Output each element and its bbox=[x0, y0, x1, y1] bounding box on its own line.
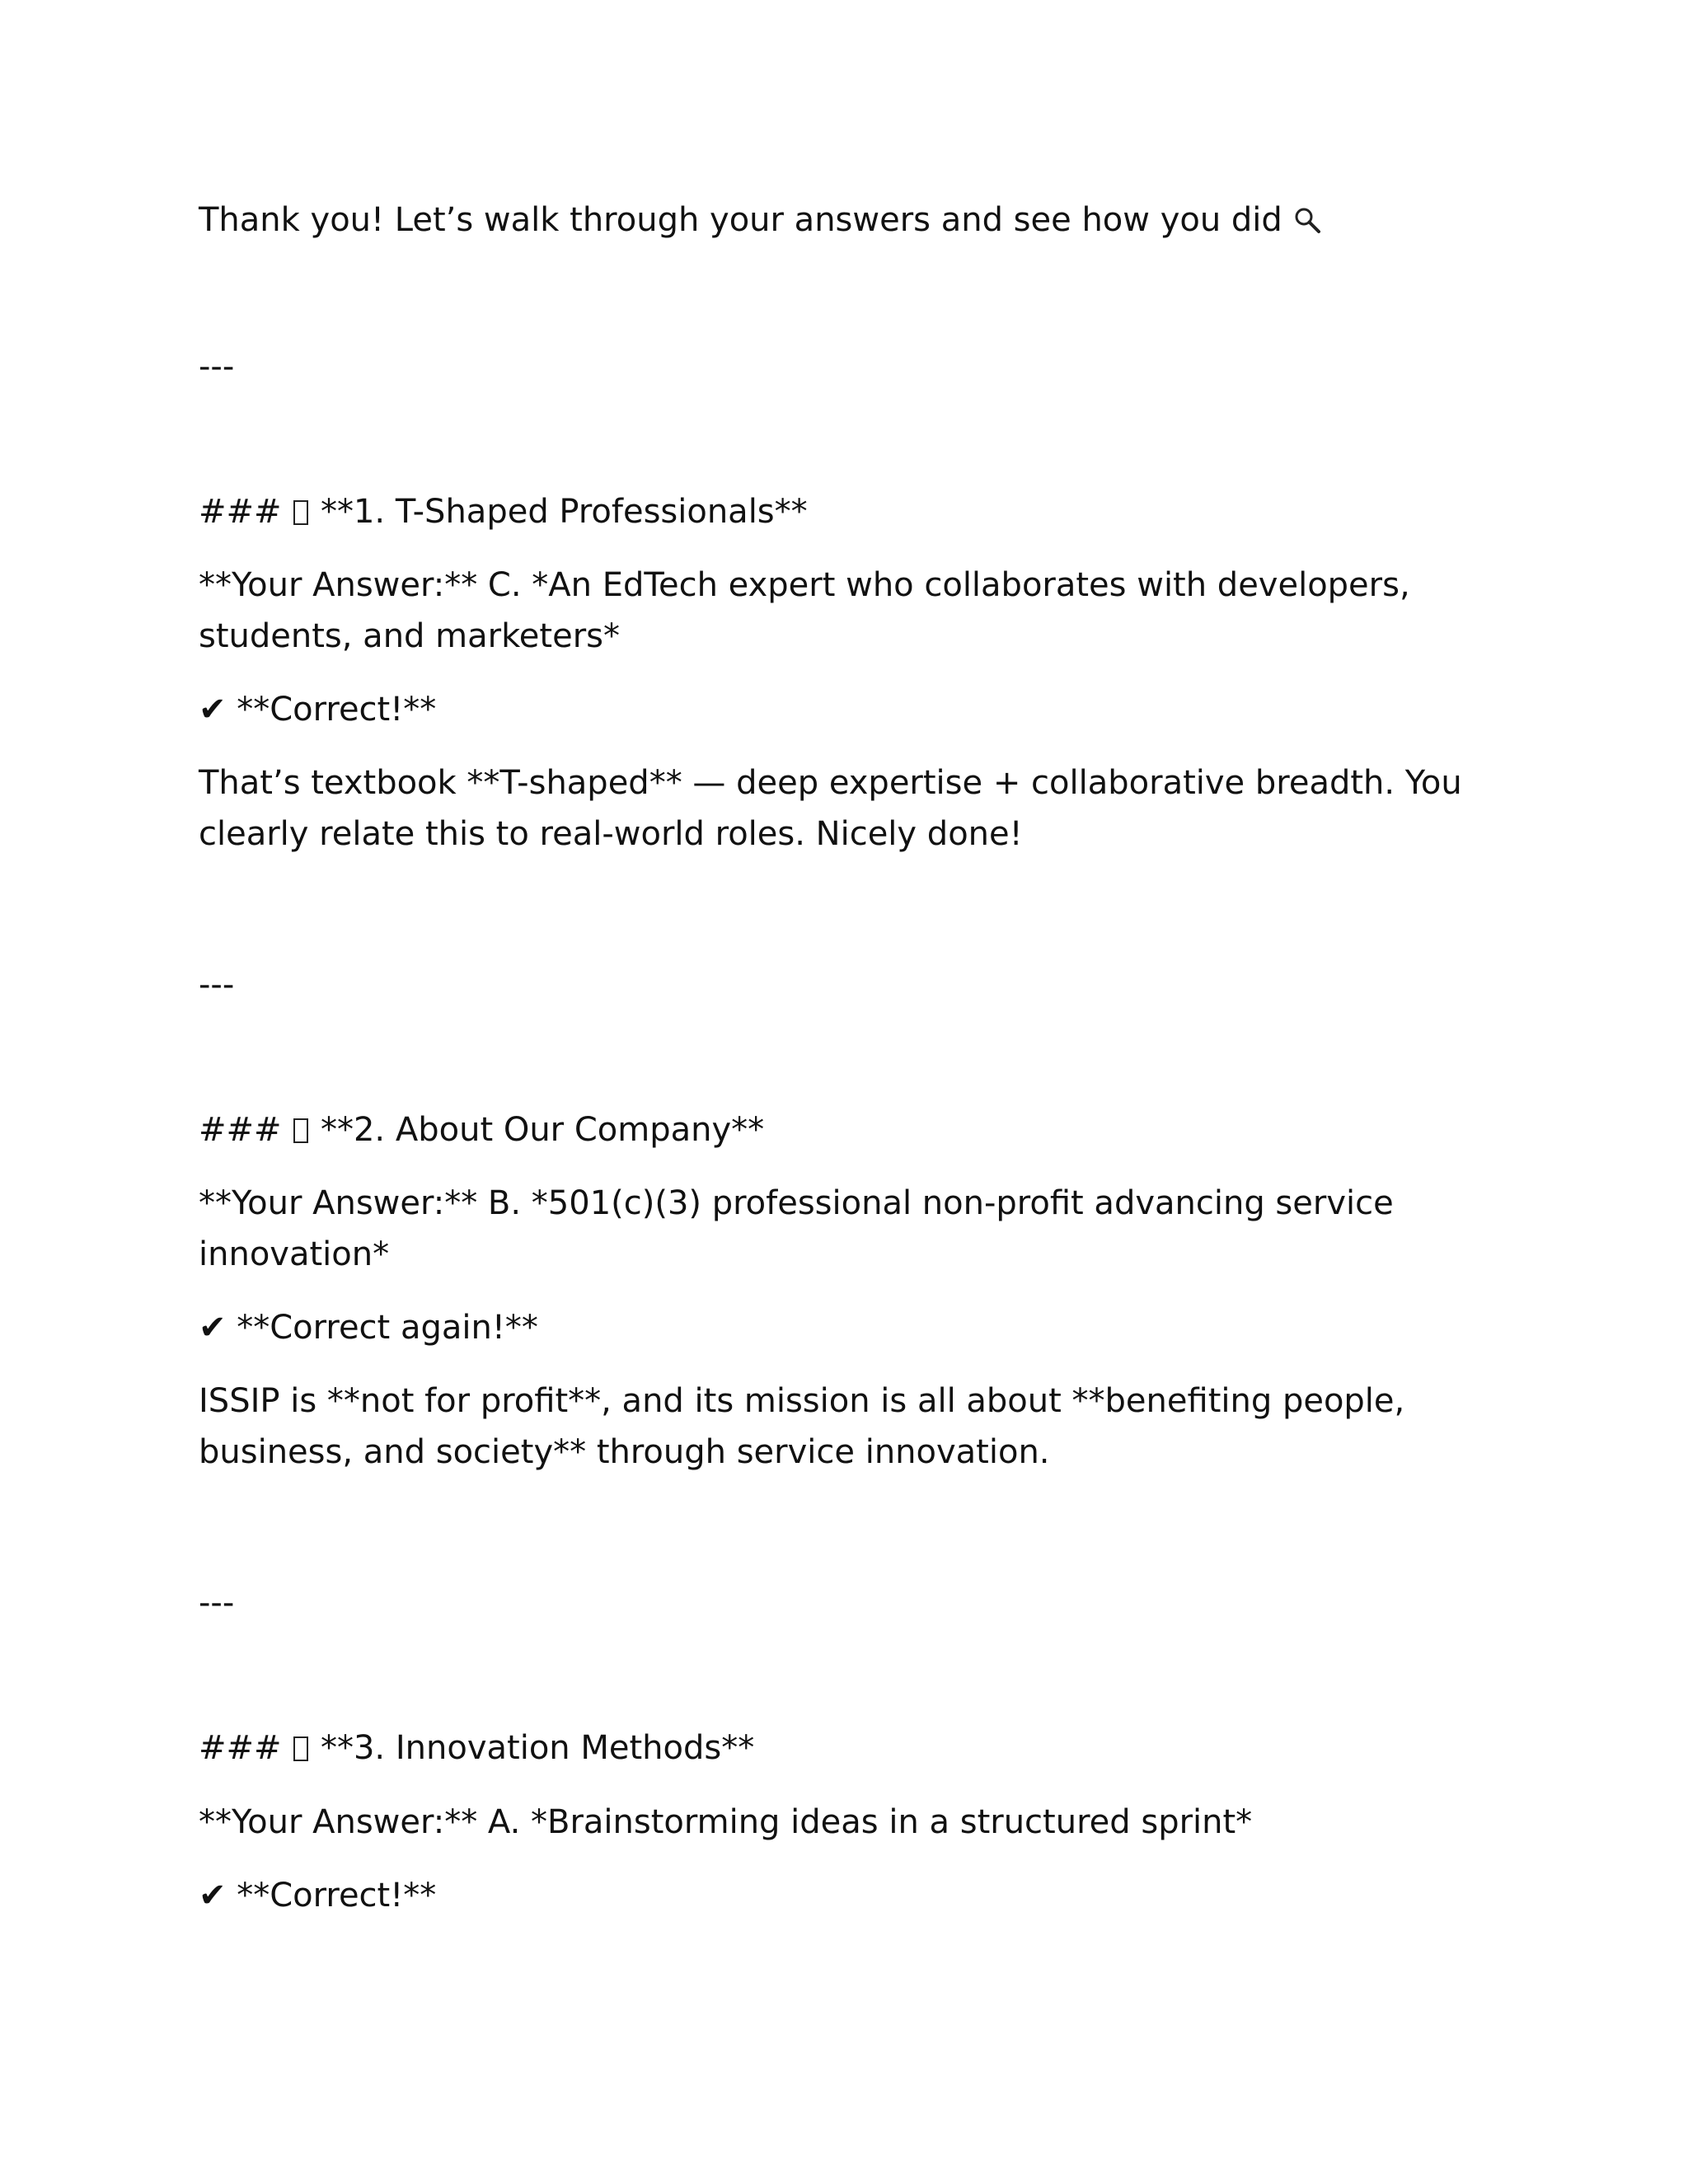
answer-paragraph bbox=[199, 560, 1484, 662]
heading-prefix: ### bbox=[199, 1729, 282, 1767]
explanation-line: That’s textbook **T-shaped** — deep expertise + collaborative breadth. You bbox=[199, 764, 1462, 802]
answer-line: **Your Answer:** A. *Brainstorming ideas in a structured sprint* bbox=[199, 1803, 1253, 1841]
missing-glyph-icon bbox=[293, 500, 308, 525]
heading-prefix: ### bbox=[199, 493, 282, 531]
separator: --- bbox=[199, 1584, 235, 1622]
verdict: ✔ **Correct!** bbox=[199, 691, 437, 729]
heading-prefix: ### bbox=[199, 1111, 282, 1149]
magnifier-icon bbox=[1293, 198, 1321, 226]
answer-line: **Your Answer:** B. *501(c)(3) professional non-profit advancing service bbox=[199, 1184, 1394, 1222]
answer-line: students, and marketers* bbox=[199, 617, 620, 655]
question-heading bbox=[199, 1104, 1484, 1155]
heading-text: **2. About Our Company** bbox=[320, 1111, 765, 1149]
question-heading bbox=[199, 486, 1484, 537]
verdict: ✔ **Correct!** bbox=[199, 1877, 437, 1915]
missing-glyph-icon bbox=[293, 1736, 308, 1761]
answer-line: **Your Answer:** C. *An EdTech expert who collaborates with developers, bbox=[199, 566, 1410, 604]
missing-glyph-icon bbox=[293, 1118, 308, 1143]
heading-text: **1. T-Shaped Professionals** bbox=[320, 493, 808, 531]
verdict: ✔ **Correct again!** bbox=[199, 1309, 538, 1347]
explanation-line: ISSIP is **not for profit**, and its mission is all about **benefiting people, bbox=[199, 1382, 1405, 1420]
intro-line bbox=[199, 194, 1484, 246]
intro-text: Thank you! Let’s walk through your answers and see how you did bbox=[199, 201, 1282, 239]
question-heading bbox=[199, 1722, 1484, 1774]
separator: --- bbox=[199, 966, 235, 1004]
explanation-paragraph bbox=[199, 757, 1484, 860]
answer-paragraph bbox=[199, 1178, 1484, 1280]
explanation-paragraph bbox=[199, 1376, 1484, 1478]
explanation-line: clearly relate this to real-world roles. Nicely done! bbox=[199, 815, 1023, 853]
separator: --- bbox=[199, 348, 235, 386]
heading-text: **3. Innovation Methods** bbox=[320, 1729, 755, 1767]
explanation-line: business, and society** through service innovation. bbox=[199, 1433, 1050, 1471]
answer-line: innovation* bbox=[199, 1235, 390, 1273]
